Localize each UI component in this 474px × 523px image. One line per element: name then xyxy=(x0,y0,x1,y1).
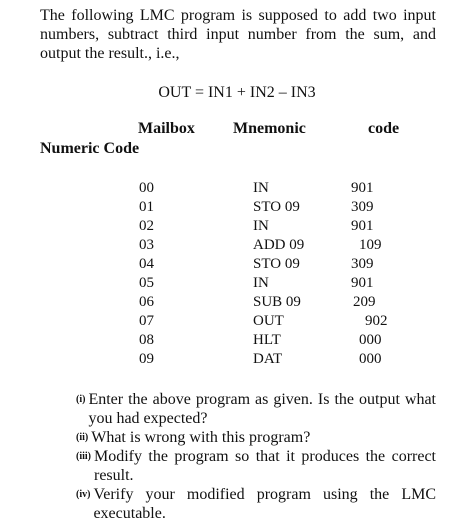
question-number: (i) xyxy=(76,394,86,405)
mailbox-cell: 07 xyxy=(139,313,154,329)
question-text: Verify your modified program using the LMC executable. xyxy=(93,486,436,522)
code-cell: 902 xyxy=(365,313,388,329)
question-item xyxy=(76,390,436,428)
mailbox-cell: 06 xyxy=(139,294,154,310)
mnemonic-cell: OUT xyxy=(253,313,284,329)
code-cell: 309 xyxy=(351,199,374,215)
code-cell: 901 xyxy=(351,218,374,234)
question-text: What is wrong with this program? xyxy=(91,429,311,446)
question-item xyxy=(76,428,436,447)
code-header: code xyxy=(368,120,400,137)
code-cell: 000 xyxy=(359,332,382,348)
mailbox-cell: 01 xyxy=(139,199,154,215)
question-number: (ii) xyxy=(76,432,89,443)
mailbox-cell: 04 xyxy=(139,256,154,272)
mnemonic-cell: IN xyxy=(253,275,269,291)
mnemonic-cell: IN xyxy=(253,180,269,196)
mailbox-cell: 03 xyxy=(139,237,154,253)
mailbox-cell: 05 xyxy=(139,275,154,291)
mailbox-cell: 08 xyxy=(139,332,154,348)
question-item xyxy=(76,447,436,485)
mnemonic-cell: STO 09 xyxy=(253,199,300,215)
numeric-code-header: Numeric Code xyxy=(40,140,140,157)
code-cell: 901 xyxy=(351,180,374,196)
question-text: Modify the program so that it produces the correct result. xyxy=(94,448,436,484)
mailbox-column xyxy=(139,179,154,369)
code-cell: 000 xyxy=(359,351,382,367)
formula: OUT = IN1 + IN2 – IN3 xyxy=(158,84,316,101)
question-item xyxy=(76,485,436,523)
question-number: (iii) xyxy=(76,451,91,462)
mnemonic-column xyxy=(253,179,304,369)
mnemonic-cell: IN xyxy=(253,218,269,234)
code-column xyxy=(351,179,411,369)
mailbox-cell: 02 xyxy=(139,218,154,234)
code-cell: 109 xyxy=(359,237,382,253)
mailbox-header: Mailbox xyxy=(138,120,195,137)
code-cell: 209 xyxy=(353,294,376,310)
mailbox-cell: 00 xyxy=(139,180,154,196)
intro-paragraph: The following LMC program is supposed to add two input numbers, subtract third input number from the sum, and output the result., i.e., xyxy=(40,7,436,62)
code-cell: 901 xyxy=(351,275,374,291)
code-cell: 309 xyxy=(351,256,374,272)
mnemonic-header: Mnemonic xyxy=(233,120,306,137)
mnemonic-cell: HLT xyxy=(253,332,281,348)
questions-list xyxy=(76,390,436,523)
mailbox-cell: 09 xyxy=(139,351,154,367)
mnemonic-cell: DAT xyxy=(253,351,283,367)
mnemonic-cell: ADD 09 xyxy=(253,237,305,253)
question-text: Enter the above program as given. Is the output what you had expected? xyxy=(88,391,436,427)
question-number: (iv) xyxy=(76,489,91,500)
mnemonic-cell: STO 09 xyxy=(253,256,300,272)
mnemonic-cell: SUB 09 xyxy=(253,294,301,310)
